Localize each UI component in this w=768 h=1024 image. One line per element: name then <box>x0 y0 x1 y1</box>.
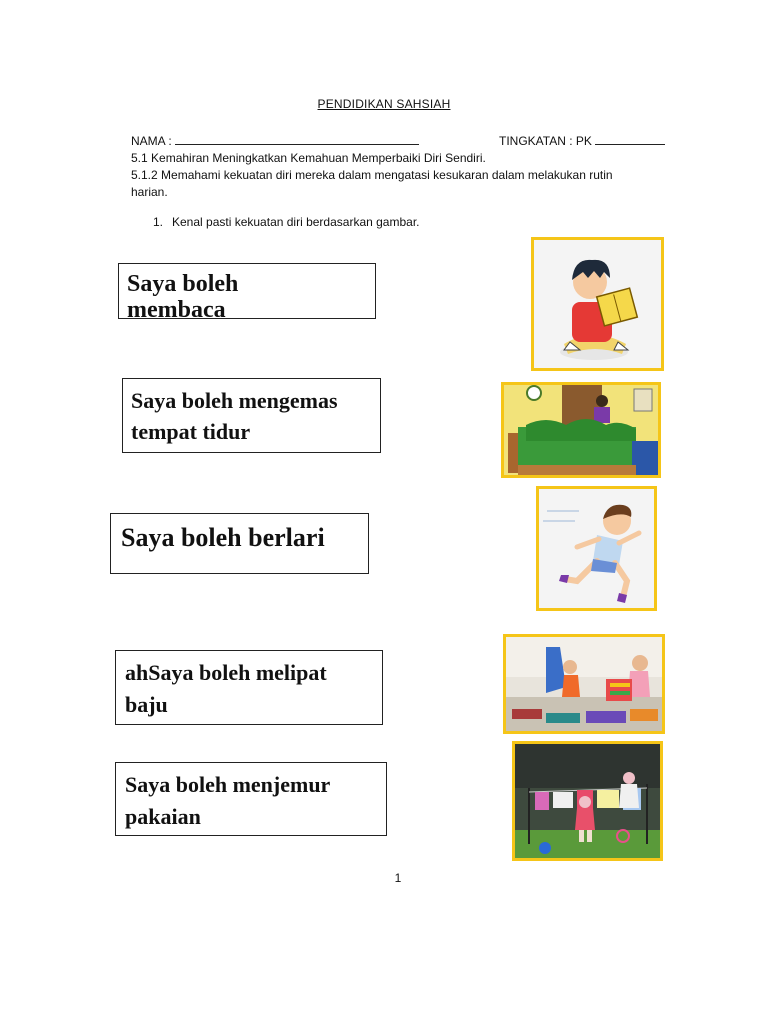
name-row <box>131 133 419 150</box>
name-field[interactable] <box>175 133 419 145</box>
page-number: 1 <box>394 871 402 885</box>
answer-box-3[interactable] <box>110 513 369 574</box>
name-label: NAMA : <box>131 134 172 148</box>
answer-text-1: Saya boleh <box>127 271 239 297</box>
answer-box-4[interactable] <box>115 650 383 725</box>
answer-box-5[interactable] <box>115 762 387 836</box>
answer-box-1[interactable] <box>118 263 376 319</box>
folding-clothes-photo <box>506 637 662 731</box>
instruction-number: 1. <box>153 215 164 229</box>
answer-text-4-line2: baju <box>125 692 168 717</box>
objective-line1: 5.1 Kemahiran Meningkatkan Kemahuan Memperbaiki Diri Sendiri. <box>131 151 486 165</box>
making-bed-icon <box>504 385 658 475</box>
objective-line2-cont: harian. <box>131 185 168 199</box>
boy-running-icon <box>539 489 654 608</box>
answer-text-5-line1: Saya boleh menjemur <box>125 772 331 797</box>
picture-folding-clothes <box>503 634 665 734</box>
answer-text-5-line2: pakaian <box>125 804 201 829</box>
picture-making-bed <box>501 382 661 478</box>
answer-box-2[interactable] <box>122 378 381 453</box>
tingkatan-row <box>499 133 665 150</box>
boy-reading-icon <box>534 240 661 368</box>
answer-text-2-line2: tempat tidur <box>131 419 251 444</box>
objective-line2: 5.1.2 Memahami kekuatan diri mereka dalam mengatasi kesukaran dalam melakukan rutin <box>131 168 613 182</box>
picture-boy-running <box>536 486 657 611</box>
page-title: PENDIDIKAN SAHSIAH <box>317 97 451 111</box>
hanging-laundry-photo <box>515 744 660 858</box>
answer-text-1-cut: membaca <box>127 297 226 319</box>
answer-text-2-line1: Saya boleh mengemas <box>131 388 338 413</box>
picture-boy-reading <box>531 237 664 371</box>
instruction-text: Kenal pasti kekuatan diri berdasarkan gambar. <box>172 215 420 229</box>
tingkatan-field[interactable] <box>595 133 665 145</box>
picture-hanging-laundry <box>512 741 663 861</box>
tingkatan-label: TINGKATAN : PK <box>499 134 592 148</box>
answer-text-3: Saya boleh berlari <box>121 523 325 552</box>
answer-text-4-line1: ahSaya boleh melipat <box>125 660 327 685</box>
